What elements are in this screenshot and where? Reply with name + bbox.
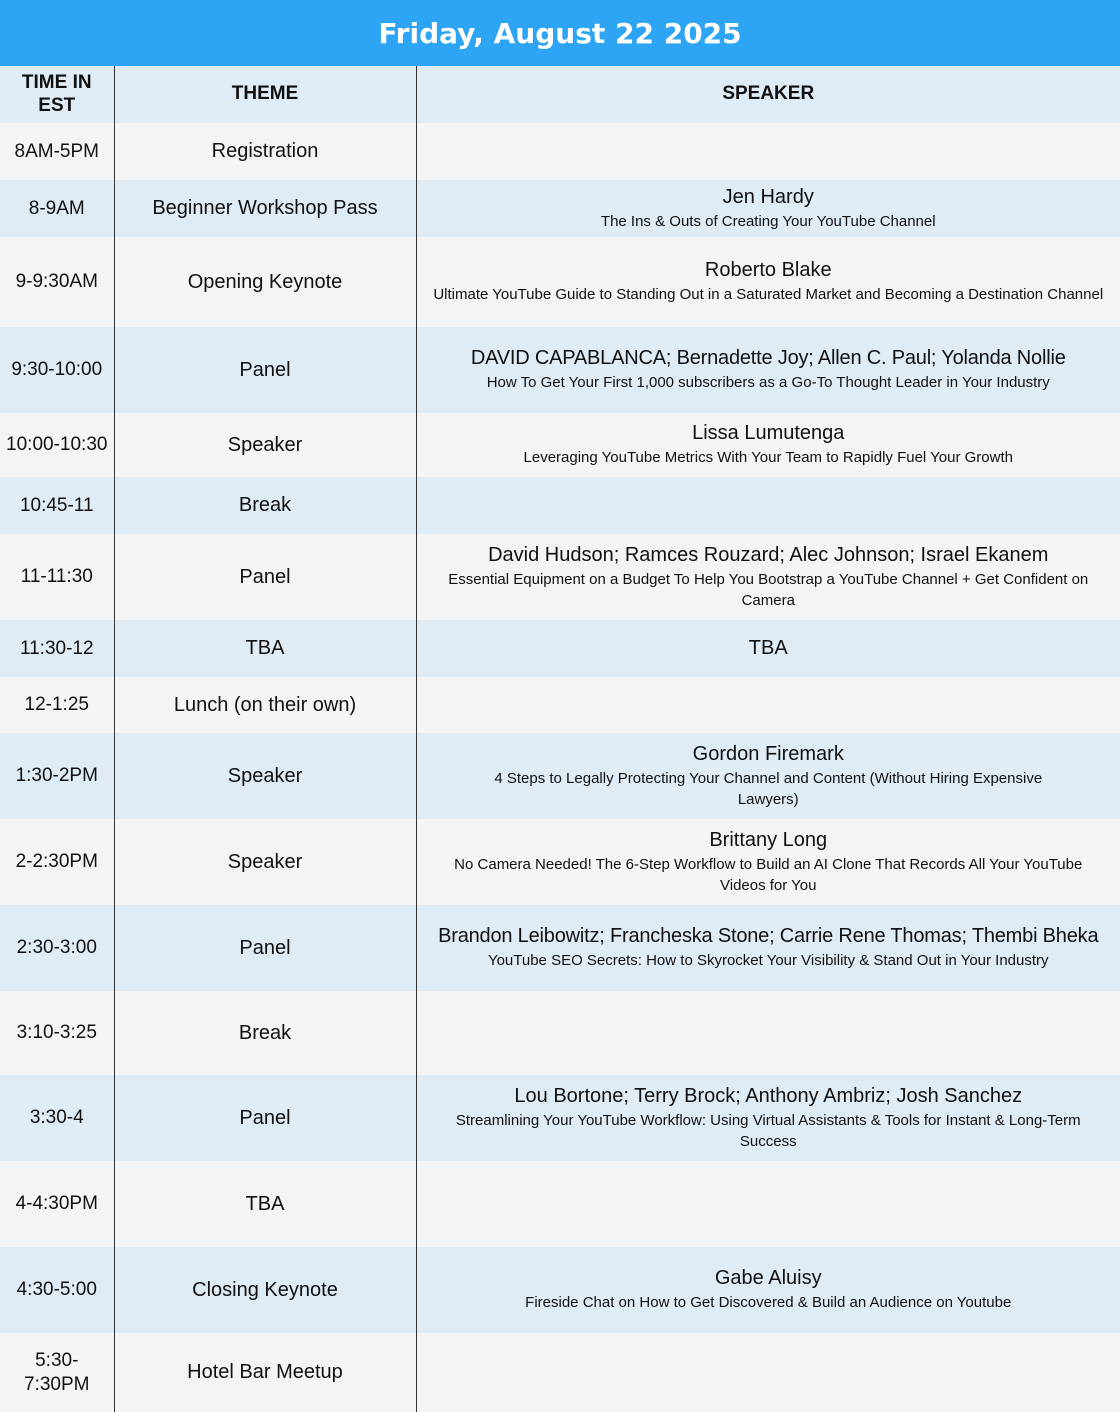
speaker-name: Lou Bortone; Terry Brock; Anthony Ambriz; Josh Sanchez (514, 1085, 1023, 1108)
session-time: 12-1:25 (0, 677, 114, 733)
session-time: 2:30-3:00 (0, 905, 114, 991)
schedule-row (0, 1161, 1120, 1247)
session-time: 2-2:30PM (0, 819, 114, 905)
session-time: 10:00-10:30 (0, 413, 114, 477)
schedule-row (0, 534, 1120, 620)
session-theme: Break (114, 477, 416, 534)
speaker-name: TBA (748, 637, 788, 659)
time-column-header: TIME IN EST (0, 66, 114, 123)
schedule-row (0, 477, 1120, 534)
session-speaker-cell (416, 819, 1120, 905)
schedule-row (0, 1333, 1120, 1412)
session-speaker-cell (416, 620, 1120, 677)
schedule-row (0, 905, 1120, 991)
speaker-name: Jen Hardy (722, 185, 814, 208)
talk-title: Streamlining Your YouTube Workflow: Using Virtual Assistants & Tools for Instant & Long-Term Success (455, 1112, 1081, 1150)
session-speaker-cell (416, 1333, 1120, 1412)
session-time: 10:45-11 (0, 477, 114, 534)
schedule-row (0, 180, 1120, 237)
speaker-name: Gordon Firemark (692, 743, 844, 766)
session-speaker-cell (416, 180, 1120, 237)
session-theme: Break (114, 991, 416, 1075)
speaker-name: Brandon Leibowitz; Francheska Stone; Carrie Rene Thomas; Thembi Bheka (438, 925, 1099, 948)
speaker-name: Brittany Long (709, 829, 828, 852)
speaker-name: Lissa Lumutenga (692, 422, 845, 445)
session-speaker-cell (416, 413, 1120, 477)
session-theme: TBA (114, 1161, 416, 1247)
session-theme: Closing Keynote (114, 1247, 416, 1333)
talk-title: Ultimate YouTube Guide to Standing Out in a Saturated Market and Becoming a Destination Channel (433, 286, 1104, 304)
session-theme: TBA (114, 620, 416, 677)
session-time: 5:30-7:30PM (0, 1333, 114, 1412)
session-speaker-cell (416, 123, 1120, 180)
session-time: 9-9:30AM (0, 237, 114, 327)
session-theme: Hotel Bar Meetup (114, 1333, 416, 1412)
session-speaker-cell (416, 677, 1120, 733)
session-speaker-cell (416, 905, 1120, 991)
schedule-row (0, 819, 1120, 905)
session-time: 11:30-12 (0, 620, 114, 677)
speaker-name: Roberto Blake (704, 259, 832, 282)
session-time: 3:30-4 (0, 1075, 114, 1161)
schedule-row (0, 237, 1120, 327)
talk-title: The Ins & Outs of Creating Your YouTube Channel (600, 212, 936, 230)
talk-title: Leveraging YouTube Metrics With Your Team to Rapidly Fuel Your Growth (523, 449, 1013, 467)
session-speaker-cell (416, 991, 1120, 1075)
session-theme: Opening Keynote (114, 237, 416, 327)
session-time: 4:30-5:00 (0, 1247, 114, 1333)
session-theme: Speaker (114, 413, 416, 477)
session-theme: Lunch (on their own) (114, 677, 416, 733)
schedule-row (0, 1247, 1120, 1333)
speaker-column-header: SPEAKER (416, 66, 1120, 123)
schedule-row (0, 413, 1120, 477)
schedule-row (0, 327, 1120, 413)
talk-title: Fireside Chat on How to Get Discovered & Build an Audience on Youtube (525, 1294, 1012, 1312)
session-theme: Panel (114, 327, 416, 413)
session-theme: Panel (114, 1075, 416, 1161)
schedule-row (0, 733, 1120, 819)
schedule-row (0, 123, 1120, 180)
speaker-name: David Hudson; Ramces Rouzard; Alec Johnson; Israel Ekanem (488, 544, 1049, 567)
session-time: 11-11:30 (0, 534, 114, 620)
schedule-row (0, 620, 1120, 677)
session-time: 9:30-10:00 (0, 327, 114, 413)
header-row (0, 66, 1120, 123)
talk-title: How To Get Your First 1,000 subscribers as a Go-To Thought Leader in Your Industry (486, 374, 1050, 392)
schedule-row (0, 677, 1120, 733)
session-time: 1:30-2PM (0, 733, 114, 819)
session-theme: Beginner Workshop Pass (114, 180, 416, 237)
talk-title: No Camera Needed! The 6-Step Workflow to Build an AI Clone That Records All Your YouTube Videos for You (454, 856, 1083, 894)
theme-column-header: THEME (114, 66, 416, 123)
session-speaker-cell (416, 1247, 1120, 1333)
schedule-table (0, 66, 1120, 1412)
session-speaker-cell (416, 1161, 1120, 1247)
session-speaker-cell (416, 1075, 1120, 1161)
session-time: 3:10-3:25 (0, 991, 114, 1075)
session-theme: Panel (114, 905, 416, 991)
talk-title: Essential Equipment on a Budget To Help You Bootstrap a YouTube Channel + Get Confident on Camera (448, 571, 1089, 609)
speaker-name: DAVID CAPABLANCA; Bernadette Joy; Allen C. Paul; Yolanda Nollie (470, 347, 1066, 370)
talk-title: YouTube SEO Secrets: How to Skyrocket Your Visibility & Stand Out in Your Industry (487, 952, 1049, 970)
session-speaker-cell (416, 733, 1120, 819)
schedule-row (0, 991, 1120, 1075)
schedule-day-title: Friday, August 22 2025 (0, 0, 1120, 66)
session-theme: Registration (114, 123, 416, 180)
session-theme: Speaker (114, 819, 416, 905)
session-speaker-cell (416, 327, 1120, 413)
session-theme: Panel (114, 534, 416, 620)
session-theme: Speaker (114, 733, 416, 819)
session-time: 8-9AM (0, 180, 114, 237)
session-speaker-cell (416, 477, 1120, 534)
schedule-row (0, 1075, 1120, 1161)
talk-title: 4 Steps to Legally Protecting Your Channel and Content (Without Hiring Expensive Lawyers) (494, 770, 1043, 808)
session-speaker-cell (416, 237, 1120, 327)
session-speaker-cell (416, 534, 1120, 620)
session-time: 4-4:30PM (0, 1161, 114, 1247)
session-time: 8AM-5PM (0, 123, 114, 180)
speaker-name: Gabe Aluisy (714, 1267, 822, 1290)
